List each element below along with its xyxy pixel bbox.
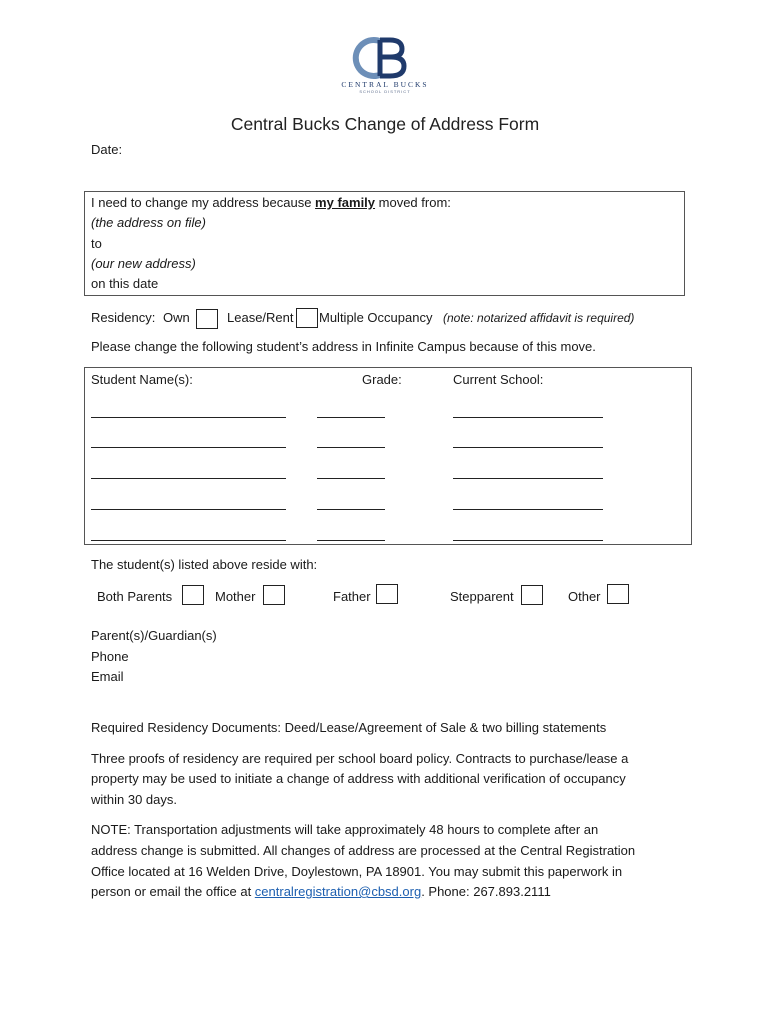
residency-lease-checkbox[interactable] <box>296 308 318 328</box>
logo-name: CENTRAL BUCKS <box>341 80 429 89</box>
stepparent-label: Stepparent <box>450 589 514 604</box>
student-name-header: Student Name(s): <box>91 372 193 387</box>
student-name-input[interactable] <box>91 417 286 418</box>
note-text-line: Office located at 16 Welden Drive, Doylestown, PA 18901. You may submit this paperwork in <box>91 864 623 879</box>
residency-lease-label: Lease/Rent <box>227 310 294 325</box>
note-text-line: NOTE: Transportation adjustments will take approximately 48 hours to complete after an <box>91 822 599 837</box>
student-name-input[interactable] <box>91 478 286 479</box>
change-request-text: Please change the following student’s address in Infinite Campus because of this move. <box>91 339 596 354</box>
logo-subtitle: SCHOOL DISTRICT <box>359 89 411 94</box>
proof-text-line: property may be used to initiate a change of address with additional verification of occupancy <box>91 771 626 786</box>
page-title: Central Bucks Change of Address Form <box>230 114 540 134</box>
grade-input[interactable] <box>317 478 385 479</box>
both-parents-label: Both Parents <box>97 589 173 604</box>
father-checkbox[interactable] <box>376 584 398 604</box>
note-text-line: person or email the office at centralregistration@cbsd.org. Phone: 267.893.2111 <box>91 884 551 899</box>
mother-checkbox[interactable] <box>263 585 285 605</box>
phone-label: Phone <box>91 649 129 664</box>
email-label: Email <box>91 669 124 684</box>
residency-label: Residency: <box>91 310 156 325</box>
date-label: Date: <box>91 142 123 157</box>
to-label: to <box>91 236 102 251</box>
required-documents-text: Required Residency Documents: Deed/Lease/Agreement of Sale & two billing statements <box>91 720 607 735</box>
reside-with-label: The student(s) listed above reside with: <box>91 557 318 572</box>
address-intro: I need to change my address because my family moved from: <box>91 195 451 210</box>
guardian-label: Parent(s)/Guardian(s) <box>91 628 217 643</box>
both-parents-checkbox[interactable] <box>182 585 204 605</box>
grade-input[interactable] <box>317 447 385 448</box>
student-name-input[interactable] <box>91 540 286 541</box>
school-input[interactable] <box>453 417 603 418</box>
students-box <box>84 367 692 545</box>
father-label: Father <box>333 589 371 604</box>
new-address-field[interactable]: (our new address) <box>91 256 196 271</box>
grade-input[interactable] <box>317 540 385 541</box>
grade-input[interactable] <box>317 417 385 418</box>
school-input[interactable] <box>453 447 603 448</box>
current-school-header: Current School: <box>453 372 544 387</box>
proof-text-line: within 30 days. <box>91 792 177 807</box>
note-text-line: address change is submitted. All changes of address are processed at the Central Registration <box>91 843 636 858</box>
grade-header: Grade: <box>362 372 402 387</box>
move-date-field[interactable]: on this date <box>91 276 159 291</box>
other-checkbox[interactable] <box>607 584 629 604</box>
school-input[interactable] <box>453 509 603 510</box>
stepparent-checkbox[interactable] <box>521 585 543 605</box>
old-address-field[interactable]: (the address on file) <box>91 215 206 230</box>
mother-label: Mother <box>215 589 256 604</box>
student-name-input[interactable] <box>91 509 286 510</box>
other-label: Other <box>568 589 601 604</box>
residency-own-label: Own <box>163 310 190 325</box>
proof-text-line: Three proofs of residency are required per school board policy. Contracts to purchase/lease a <box>91 751 629 766</box>
student-name-input[interactable] <box>91 447 286 448</box>
residency-note: (note: notarized affidavit is required) <box>443 311 635 325</box>
registration-email-link[interactable]: centralregistration@cbsd.org <box>254 884 422 899</box>
residency-own-checkbox[interactable] <box>196 309 218 329</box>
residency-multiple-label: Multiple Occupancy <box>319 310 433 325</box>
school-input[interactable] <box>453 540 603 541</box>
school-input[interactable] <box>453 478 603 479</box>
grade-input[interactable] <box>317 509 385 510</box>
